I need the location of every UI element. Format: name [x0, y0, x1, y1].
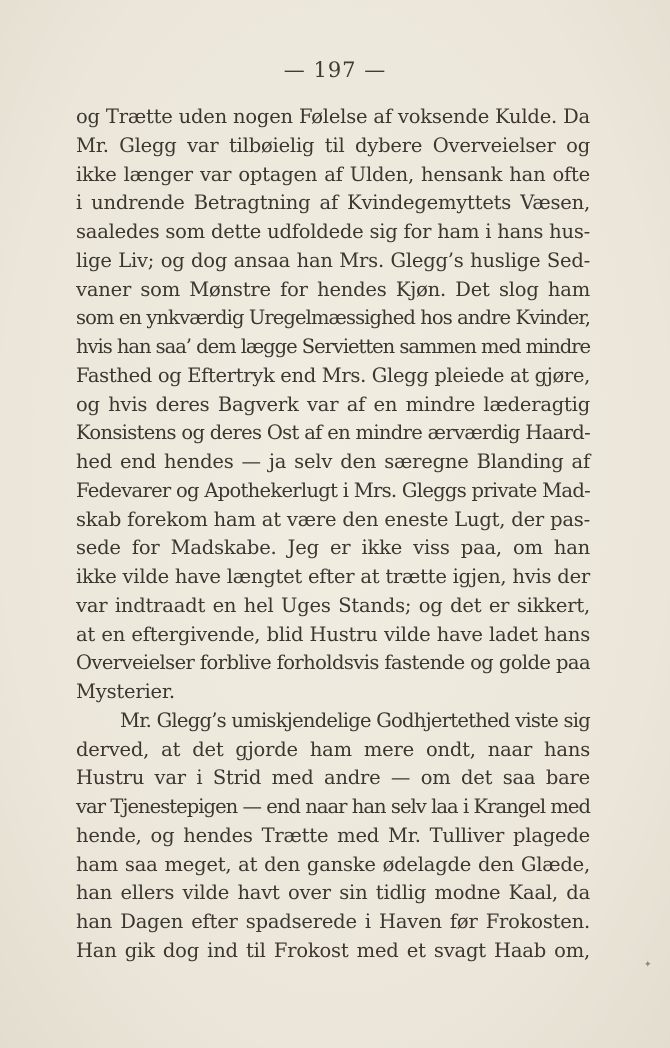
text-line: hed end hendes — ja selv den særegne Blanding af: [76, 450, 590, 473]
text-line: Mr. Glegg var tilbøielig til dybere Overveielser og: [76, 133, 590, 157]
text-line: lige Liv; og dog ansaa han Mrs. Glegg’s huslige Sed-: [76, 248, 590, 272]
text-line: ham saa meget, at den ganske ødelagde den Glæde,: [76, 852, 590, 876]
paragraph-1: [76, 103, 590, 707]
paper-speck-icon: ✦: [644, 960, 652, 970]
text-line: derved, at det gjorde ham mere ondt, naar hans: [76, 737, 590, 761]
text-line: Fedevarer og Apothekerlugt i Mrs. Gleggs private Mad-: [76, 478, 590, 502]
text-line: var Tjenestepigen — end naar han selv laa i Krangel med: [76, 795, 590, 818]
paragraph-2: [76, 707, 590, 966]
text-line: sede for Madskabe. Jeg er ikke viss paa, om han: [76, 536, 590, 560]
text-line: Han gik dog ind til Frokost med et svagt Haab om,: [76, 938, 590, 962]
page-number: — 197 —: [283, 58, 387, 82]
text-line: han Dagen efter spadserede i Haven før Frokosten.: [76, 910, 590, 933]
text-line: Mr. Glegg’s umiskjendelige Godhjertethed viste sig: [120, 708, 590, 732]
text-line: Hustru var i Strid med andre — om det saa bare: [76, 766, 590, 790]
text-line: hvis han saa’ dem lægge Servietten sammen med mindre: [76, 335, 590, 358]
text-line: ikke længer var optagen af Ulden, hensank han ofte: [76, 162, 590, 186]
text-line: var indtraadt en hel Uges Stands; og det er sikkert,: [76, 593, 590, 617]
text-line: Overveielser forblive forholdsvis fastende og golde paa: [76, 651, 590, 675]
text-line: som en ynkværdig Uregelmæssighed hos andre Kvinder,: [76, 306, 590, 330]
body-text: [76, 103, 590, 966]
text-line: Fasthed og Eftertryk end Mrs. Glegg pleiede at gjøre,: [76, 363, 590, 387]
text-line: i undrende Betragtning af Kvindegemyttets Væsen,: [76, 191, 590, 215]
text-line: Mysterier.: [76, 680, 175, 703]
text-line: vaner som Mønstre for hendes Kjøn. Det slog ham: [76, 277, 590, 301]
text-line: Konsistens og deres Ost af en mindre ærværdig Haard-: [76, 421, 590, 445]
text-line: og Trætte uden nogen Følelse af voksende Kulde. Da: [76, 105, 590, 128]
text-line: hende, og hendes Trætte med Mr. Tulliver plagede: [76, 823, 590, 847]
text-line: at en eftergivende, blid Hustru vilde have ladet hans: [76, 622, 590, 646]
text-line: og hvis deres Bagverk var af en mindre læderagtig: [76, 392, 590, 416]
text-line: saaledes som dette udfoldede sig for ham i hans hus-: [76, 220, 590, 243]
text-line: ikke vilde have længtet efter at trætte igjen, hvis der: [76, 565, 590, 588]
text-line: han ellers vilde havt over sin tidlig modne Kaal, da: [76, 881, 590, 905]
text-line: skab forekom ham at være den eneste Lugt, der pas-: [76, 507, 590, 531]
